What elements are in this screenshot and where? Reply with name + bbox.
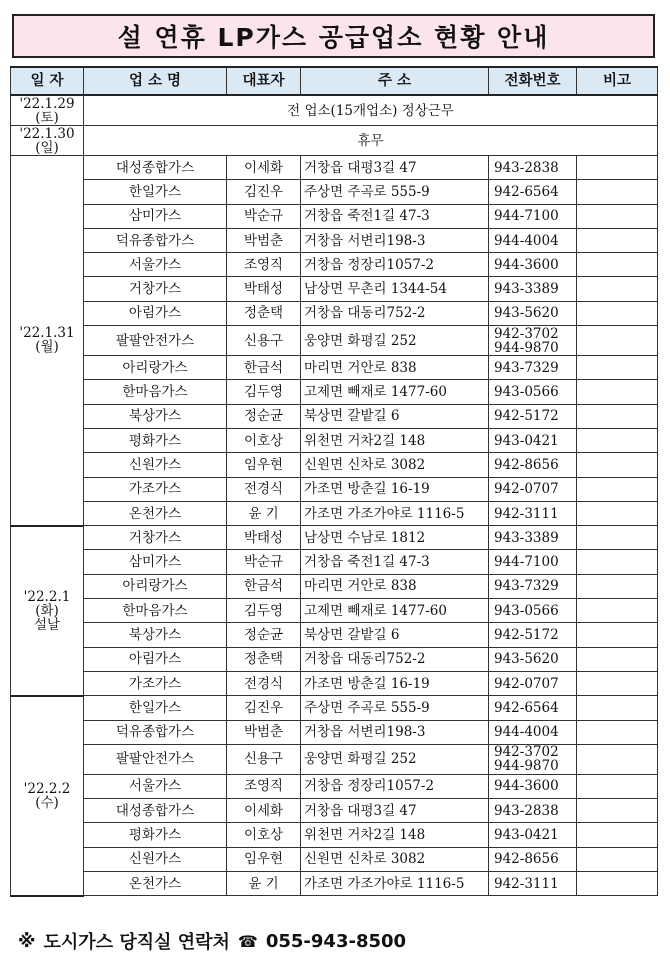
address-cell: 가조면 가조가야로 1116-5 xyxy=(301,872,489,896)
phone-number: 943-2838 xyxy=(494,802,559,819)
date-line: '22.1.29 xyxy=(19,95,75,112)
table-row xyxy=(11,526,658,550)
header-phone: 전화번호 xyxy=(489,67,577,95)
representative-cell: 김두영 xyxy=(227,380,301,404)
date-line: '22.2.1 xyxy=(23,588,71,605)
representative-cell: 한금석 xyxy=(227,356,301,380)
date-cell xyxy=(11,156,84,526)
date-line: (일) xyxy=(35,139,59,156)
note-cell xyxy=(577,501,658,525)
table-row xyxy=(11,823,658,847)
table-row xyxy=(11,599,658,623)
note-cell xyxy=(577,228,658,252)
business-name-cell: 온천가스 xyxy=(84,501,227,525)
note-cell xyxy=(577,647,658,671)
table-row xyxy=(11,744,658,774)
business-name-cell: 대성종합가스 xyxy=(84,156,227,180)
footer-contact xyxy=(18,928,406,954)
address-cell: 웅양면 화평길 252 xyxy=(301,326,489,356)
date-line: '22.1.31 xyxy=(19,325,75,342)
representative-cell: 정순균 xyxy=(227,404,301,428)
phone-cell xyxy=(489,872,577,896)
address-cell: 가조면 가조가야로 1116-5 xyxy=(301,501,489,525)
phone-number: 943-5620 xyxy=(494,305,559,322)
note-cell xyxy=(577,526,658,550)
note-cell xyxy=(577,774,658,798)
phone-number: 942-3111 xyxy=(494,875,559,892)
business-name-cell: 한일가스 xyxy=(84,180,227,204)
footer-label: 도시가스 당직실 연락처 xyxy=(43,932,230,953)
note-cell xyxy=(577,301,658,325)
business-name-cell: 덕유종합가스 xyxy=(84,228,227,252)
address-cell: 고제면 빼재로 1477-60 xyxy=(301,380,489,404)
business-name-cell: 한일가스 xyxy=(84,696,227,720)
note-cell xyxy=(577,872,658,896)
address-cell: 가조면 방춘길 16-19 xyxy=(301,671,489,695)
representative-cell: 정춘택 xyxy=(227,301,301,325)
phone-cell xyxy=(489,550,577,574)
representative-cell: 이호상 xyxy=(227,823,301,847)
business-name-cell: 덕유종합가스 xyxy=(84,720,227,744)
day-status-cell: 전 업소(15개업소) 정상근무 xyxy=(84,95,658,126)
business-name-cell: 신원가스 xyxy=(84,453,227,477)
address-cell: 웅양면 화평길 252 xyxy=(301,744,489,774)
representative-cell: 조영직 xyxy=(227,253,301,277)
business-name-cell: 가조가스 xyxy=(84,477,227,501)
phone-number: 944-7100 xyxy=(494,554,559,571)
representative-cell: 한금석 xyxy=(227,574,301,598)
phone-cell xyxy=(489,204,577,228)
note-cell xyxy=(577,277,658,301)
note-cell xyxy=(577,356,658,380)
note-cell xyxy=(577,380,658,404)
phone-number: 943-0421 xyxy=(494,432,559,449)
note-cell xyxy=(577,744,658,774)
date-cell xyxy=(11,95,84,126)
date-line: '22.2.2 xyxy=(23,780,71,797)
phone-cell xyxy=(489,356,577,380)
phone-number: 944-4004 xyxy=(494,724,559,741)
phone-cell xyxy=(489,720,577,744)
business-name-cell: 평화가스 xyxy=(84,428,227,452)
representative-cell: 정춘택 xyxy=(227,647,301,671)
representative-cell: 박순규 xyxy=(227,204,301,228)
address-cell: 거창읍 서변리198-3 xyxy=(301,228,489,252)
address-cell: 가조면 방춘길 16-19 xyxy=(301,477,489,501)
representative-cell: 이호상 xyxy=(227,428,301,452)
business-name-cell: 신원가스 xyxy=(84,847,227,871)
address-cell: 거창읍 죽전1길 47-3 xyxy=(301,204,489,228)
address-cell: 북상면 갈밭길 6 xyxy=(301,623,489,647)
representative-cell: 박범춘 xyxy=(227,228,301,252)
phone-number: 943-2838 xyxy=(494,159,559,176)
note-cell xyxy=(577,156,658,180)
note-cell xyxy=(577,671,658,695)
phone-number: 943-3389 xyxy=(494,529,559,546)
table-row xyxy=(11,550,658,574)
address-cell: 북상면 갈밭길 6 xyxy=(301,404,489,428)
header-date: 일 자 xyxy=(11,67,84,95)
table-row xyxy=(11,847,658,871)
note-cell xyxy=(577,823,658,847)
phone-number: 943-7329 xyxy=(494,578,559,595)
business-name-cell: 삼미가스 xyxy=(84,550,227,574)
representative-cell: 전경식 xyxy=(227,671,301,695)
address-cell: 거창읍 대동리752-2 xyxy=(301,647,489,671)
phone-cell xyxy=(489,799,577,823)
table-row xyxy=(11,326,658,356)
phone-cell xyxy=(489,326,577,356)
supply-table xyxy=(10,66,658,897)
note-cell xyxy=(577,404,658,428)
representative-cell: 윤 기 xyxy=(227,501,301,525)
document-title: 설 연휴 LP가스 공급업소 현황 안내 xyxy=(117,23,550,52)
address-cell: 위천면 거차2길 148 xyxy=(301,823,489,847)
representative-cell: 임우현 xyxy=(227,847,301,871)
representative-cell: 이세화 xyxy=(227,156,301,180)
phone-number: 943-0566 xyxy=(494,602,559,619)
note-cell xyxy=(577,253,658,277)
footer-phone: 055-943-8500 xyxy=(265,930,407,952)
representative-cell: 전경식 xyxy=(227,477,301,501)
phone-number: 942-3111 xyxy=(494,505,559,522)
representative-cell: 박순규 xyxy=(227,550,301,574)
address-cell: 남상면 무촌리 1344-54 xyxy=(301,277,489,301)
representative-cell: 정순균 xyxy=(227,623,301,647)
phone-cell xyxy=(489,228,577,252)
phone-number: 944-3600 xyxy=(494,778,559,795)
phone-cell xyxy=(489,277,577,301)
phone-number: 943-0421 xyxy=(494,827,559,844)
table-row xyxy=(11,574,658,598)
note-cell xyxy=(577,204,658,228)
address-cell: 거창읍 정장리1057-2 xyxy=(301,774,489,798)
address-cell: 고제면 빼재로 1477-60 xyxy=(301,599,489,623)
business-name-cell: 대성종합가스 xyxy=(84,799,227,823)
business-name-cell: 북상가스 xyxy=(84,404,227,428)
business-name-cell: 거창가스 xyxy=(84,526,227,550)
date-cell xyxy=(11,526,84,696)
date-cell xyxy=(11,126,84,156)
representative-cell: 김진우 xyxy=(227,180,301,204)
representative-cell: 김두영 xyxy=(227,599,301,623)
date-line: (수) xyxy=(35,794,59,811)
phone-cell xyxy=(489,380,577,404)
address-cell: 남상면 수남로 1812 xyxy=(301,526,489,550)
table-row xyxy=(11,180,658,204)
phone-icon: ☎ xyxy=(237,931,258,951)
business-name-cell: 한마음가스 xyxy=(84,599,227,623)
note-cell xyxy=(577,550,658,574)
business-name-cell: 아림가스 xyxy=(84,301,227,325)
business-name-cell: 북상가스 xyxy=(84,623,227,647)
note-cell xyxy=(577,428,658,452)
table-row xyxy=(11,404,658,428)
phone-cell xyxy=(489,671,577,695)
date-line: (화) xyxy=(35,602,59,619)
table-row xyxy=(11,720,658,744)
date-line: 설날 xyxy=(33,616,61,633)
address-cell: 마리면 거안로 838 xyxy=(301,574,489,598)
note-cell xyxy=(577,720,658,744)
phone-cell xyxy=(489,501,577,525)
phone-number: 942-6564 xyxy=(494,183,559,200)
representative-cell: 박범춘 xyxy=(227,720,301,744)
date-line: '22.1.30 xyxy=(19,125,75,142)
table-row xyxy=(11,156,658,180)
phone-cell xyxy=(489,847,577,871)
address-cell: 거창읍 대평3길 47 xyxy=(301,156,489,180)
phone-cell xyxy=(489,744,577,774)
table-row xyxy=(11,95,658,126)
address-cell: 거창읍 죽전1길 47-3 xyxy=(301,550,489,574)
address-cell: 신원면 신차로 3082 xyxy=(301,453,489,477)
table-row xyxy=(11,799,658,823)
representative-cell: 임우현 xyxy=(227,453,301,477)
business-name-cell: 팔팔안전가스 xyxy=(84,326,227,356)
representative-cell: 박태성 xyxy=(227,277,301,301)
phone-number: 942-8656 xyxy=(494,851,559,868)
phone-cell xyxy=(489,453,577,477)
phone-cell xyxy=(489,574,577,598)
phone-number: 942-3702 xyxy=(494,325,559,342)
title-box xyxy=(12,14,655,58)
note-cell xyxy=(577,696,658,720)
phone-number: 944-4004 xyxy=(494,232,559,249)
table-row xyxy=(11,477,658,501)
address-cell: 거창읍 대평3길 47 xyxy=(301,799,489,823)
business-name-cell: 삼미가스 xyxy=(84,204,227,228)
phone-cell xyxy=(489,823,577,847)
table-row xyxy=(11,453,658,477)
phone-cell xyxy=(489,599,577,623)
phone-cell xyxy=(489,477,577,501)
header-addr: 주 소 xyxy=(301,67,489,95)
table-row xyxy=(11,356,658,380)
phone-number: 942-8656 xyxy=(494,456,559,473)
note-cell xyxy=(577,180,658,204)
header-row xyxy=(11,67,658,95)
phone-number: 944-3600 xyxy=(494,256,559,273)
phone-cell xyxy=(489,180,577,204)
address-cell: 마리면 거안로 838 xyxy=(301,356,489,380)
phone-number: 942-0707 xyxy=(494,675,559,692)
table-row xyxy=(11,696,658,720)
day-status-cell: 휴무 xyxy=(84,126,658,156)
business-name-cell: 아리랑가스 xyxy=(84,356,227,380)
phone-cell xyxy=(489,526,577,550)
table-row xyxy=(11,126,658,156)
header-note: 비고 xyxy=(577,67,658,95)
table-row xyxy=(11,623,658,647)
table-row xyxy=(11,253,658,277)
address-cell: 주상면 주곡로 555-9 xyxy=(301,696,489,720)
business-name-cell: 팔팔안전가스 xyxy=(84,744,227,774)
date-cell xyxy=(11,696,84,896)
business-name-cell: 가조가스 xyxy=(84,671,227,695)
table-row xyxy=(11,380,658,404)
phone-cell xyxy=(489,774,577,798)
phone-cell xyxy=(489,253,577,277)
note-cell xyxy=(577,453,658,477)
phone-number: 944-7100 xyxy=(494,208,559,225)
phone-number: 942-3702 xyxy=(494,744,559,761)
phone-cell xyxy=(489,428,577,452)
representative-cell: 신용구 xyxy=(227,744,301,774)
header-name: 업 소 명 xyxy=(84,67,227,95)
phone-cell xyxy=(489,404,577,428)
table-row xyxy=(11,228,658,252)
representative-cell: 신용구 xyxy=(227,326,301,356)
business-name-cell: 아림가스 xyxy=(84,647,227,671)
phone-cell xyxy=(489,301,577,325)
business-name-cell: 거창가스 xyxy=(84,277,227,301)
table-row xyxy=(11,301,658,325)
phone-number: 943-3389 xyxy=(494,281,559,298)
phone-cell xyxy=(489,156,577,180)
phone-number: 942-6564 xyxy=(494,699,559,716)
note-cell xyxy=(577,599,658,623)
phone-number: 943-0566 xyxy=(494,384,559,401)
note-cell xyxy=(577,847,658,871)
business-name-cell: 서울가스 xyxy=(84,253,227,277)
table-row xyxy=(11,671,658,695)
table-row xyxy=(11,428,658,452)
phone-number: 942-5172 xyxy=(494,626,559,643)
representative-cell: 박태성 xyxy=(227,526,301,550)
address-cell: 거창읍 정장리1057-2 xyxy=(301,253,489,277)
business-name-cell: 아리랑가스 xyxy=(84,574,227,598)
phone-cell xyxy=(489,696,577,720)
header-rep: 대표자 xyxy=(227,67,301,95)
address-cell: 주상면 주곡로 555-9 xyxy=(301,180,489,204)
table-row xyxy=(11,277,658,301)
phone-number: 943-7329 xyxy=(494,359,559,376)
representative-cell: 조영직 xyxy=(227,774,301,798)
table-row xyxy=(11,774,658,798)
note-cell xyxy=(577,623,658,647)
representative-cell: 이세화 xyxy=(227,799,301,823)
address-cell: 거창읍 대동리752-2 xyxy=(301,301,489,325)
representative-cell: 김진우 xyxy=(227,696,301,720)
note-cell xyxy=(577,799,658,823)
note-cell xyxy=(577,326,658,356)
note-cell xyxy=(577,477,658,501)
phone-cell xyxy=(489,623,577,647)
phone-number: 943-5620 xyxy=(494,651,559,668)
phone-number-2: 944-9870 xyxy=(494,758,559,775)
phone-number-2: 944-9870 xyxy=(494,339,559,356)
business-name-cell: 온천가스 xyxy=(84,872,227,896)
address-cell: 위천면 거차2길 148 xyxy=(301,428,489,452)
date-line: (월) xyxy=(35,339,59,356)
note-cell xyxy=(577,574,658,598)
phone-number: 942-5172 xyxy=(494,408,559,425)
note-mark: ※ xyxy=(18,930,36,952)
address-cell: 거창읍 서변리198-3 xyxy=(301,720,489,744)
representative-cell: 윤 기 xyxy=(227,872,301,896)
business-name-cell: 서울가스 xyxy=(84,774,227,798)
phone-number: 942-0707 xyxy=(494,481,559,498)
business-name-cell: 평화가스 xyxy=(84,823,227,847)
date-line: (토) xyxy=(35,109,59,126)
table-body xyxy=(11,95,658,896)
table-row xyxy=(11,872,658,896)
business-name-cell: 한마음가스 xyxy=(84,380,227,404)
table-row xyxy=(11,501,658,525)
table-row xyxy=(11,204,658,228)
phone-cell xyxy=(489,647,577,671)
table-row xyxy=(11,647,658,671)
address-cell: 신원면 신차로 3082 xyxy=(301,847,489,871)
